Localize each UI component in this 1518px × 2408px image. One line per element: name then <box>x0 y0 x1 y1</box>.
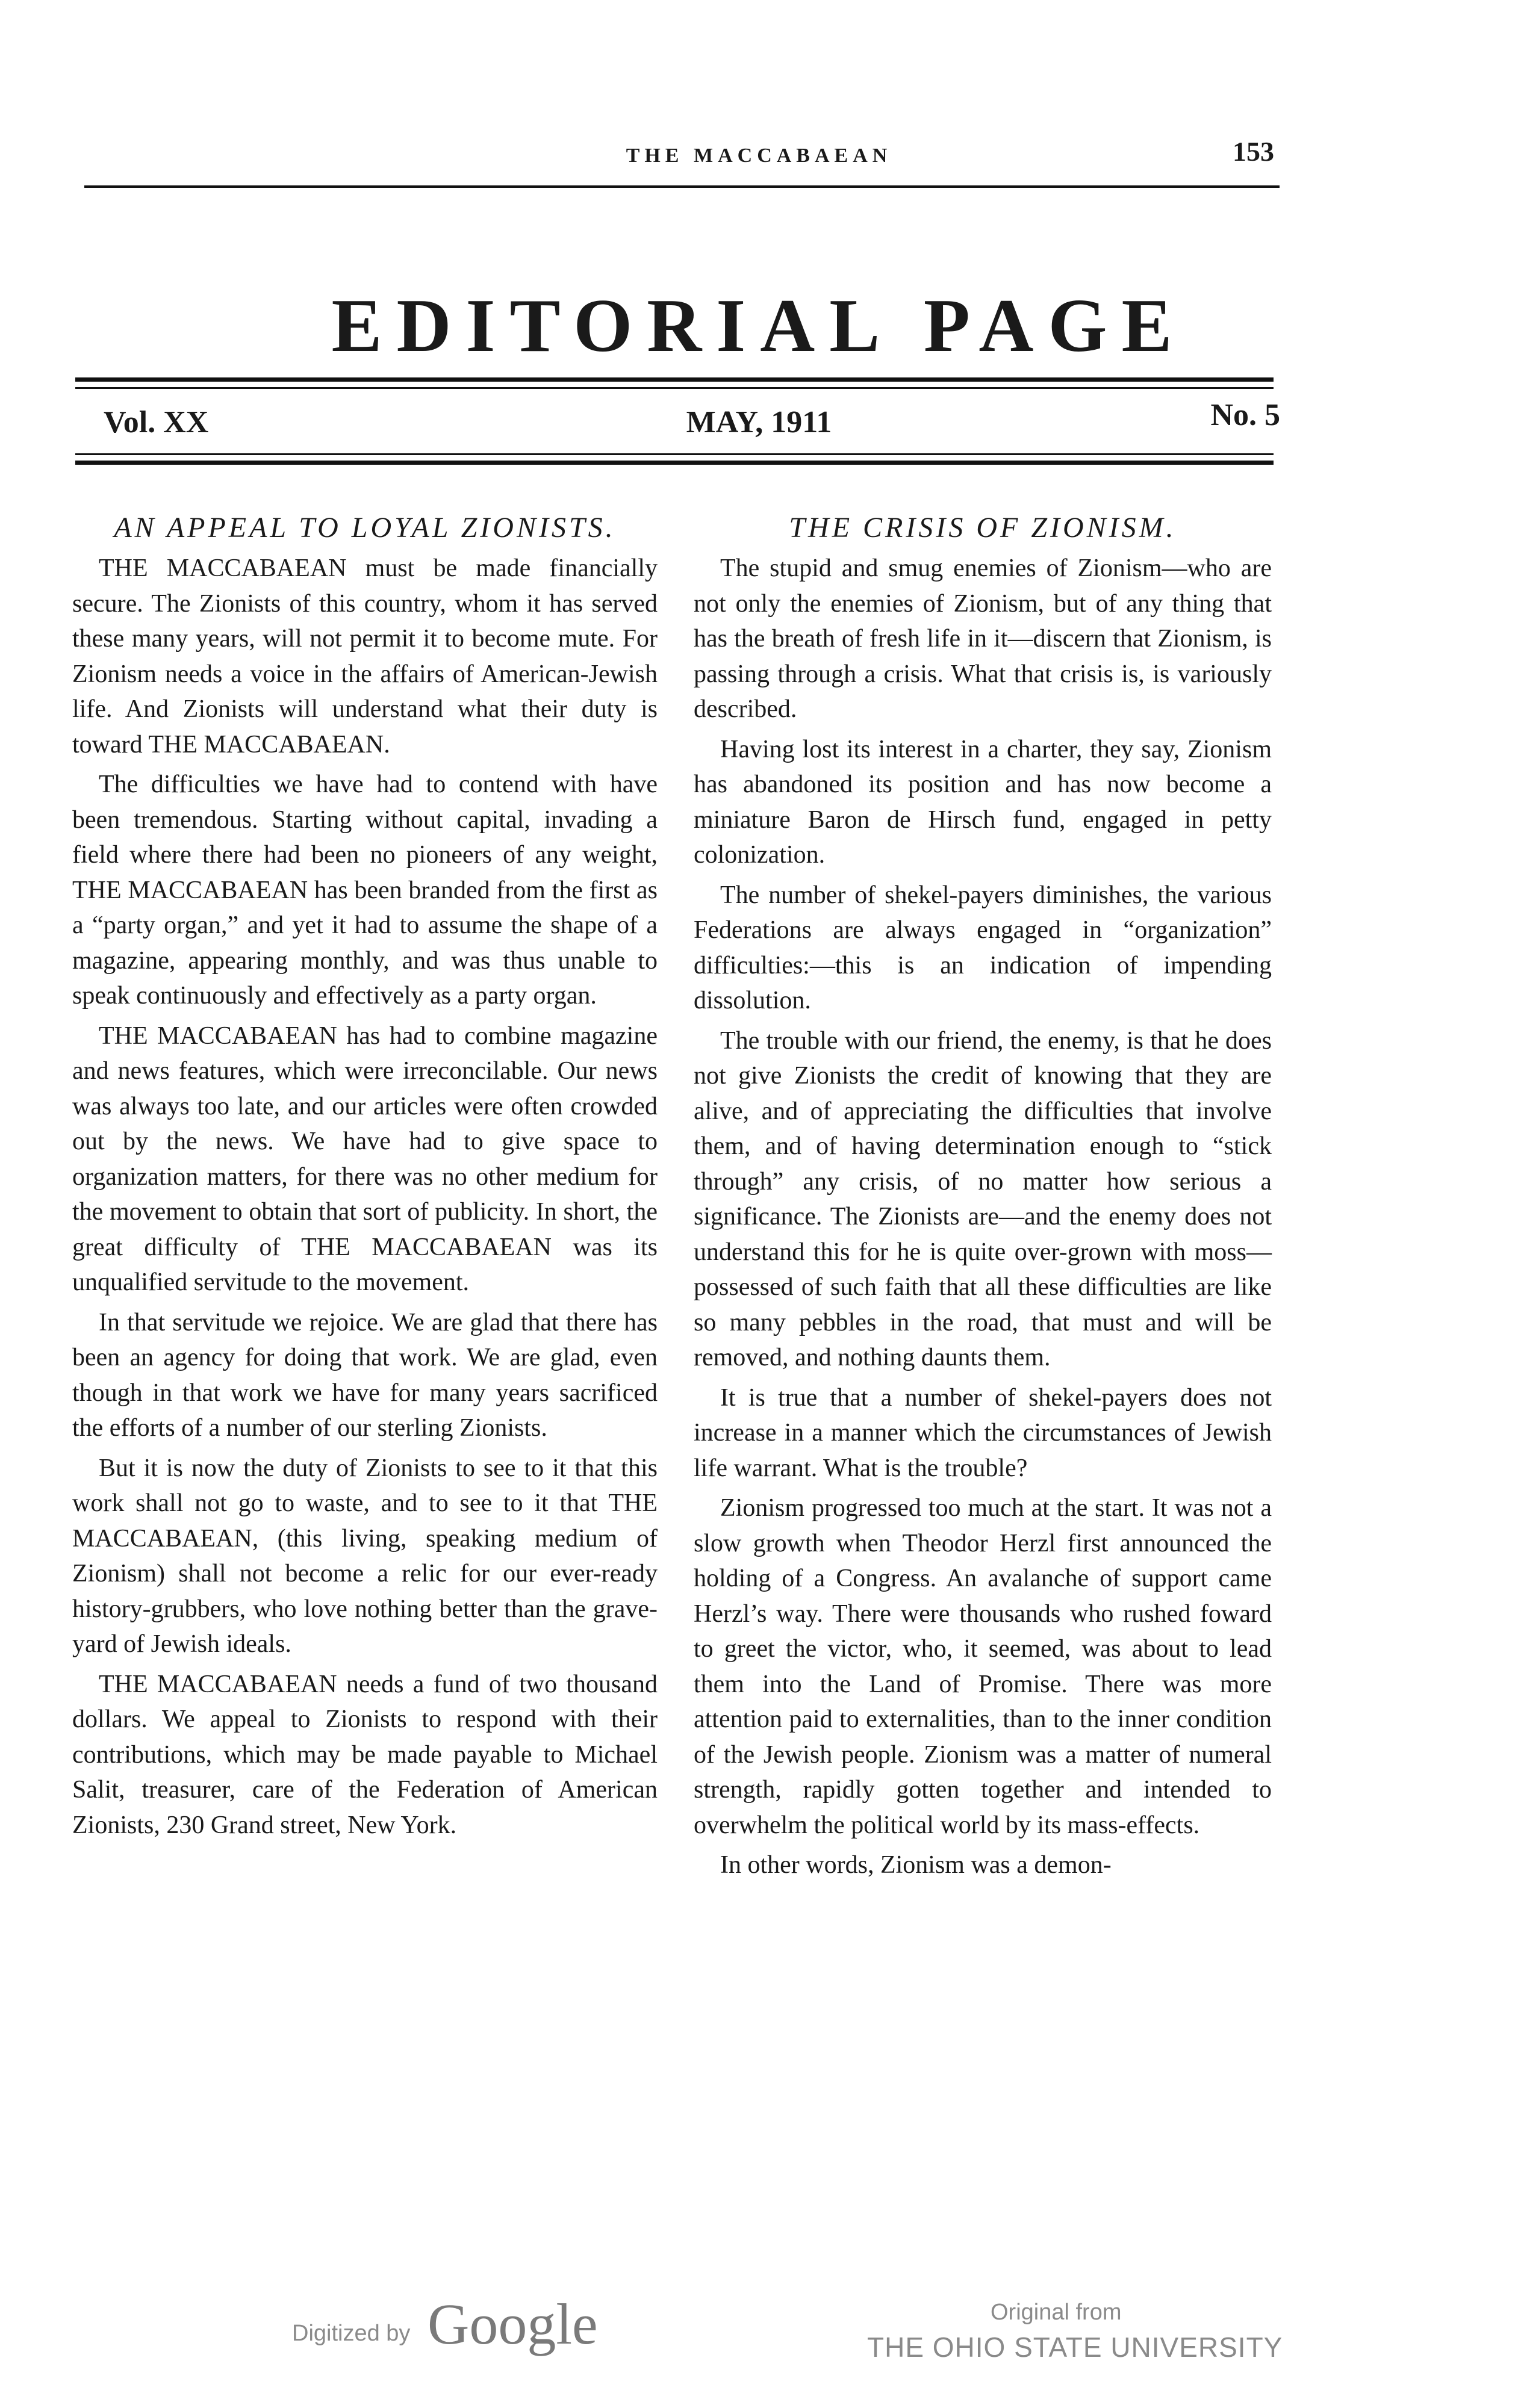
issue-number: No. 5 <box>1210 398 1280 432</box>
issue-date: MAY, 1911 <box>686 405 832 439</box>
right-paragraph: The trouble with our friend, the enemy, is that he does not give Zionists the credit of knowing that they are alive, and of appreciating the difficulties that involve them, and of having determination enough to “stick through” any crisis, of no matter how serious a significance. The Zionists are—and the enemy does not understand this for he is quite over-grown with moss—possessed of such faith that all these difficulties are like so many pebbles in the road, that must and will be removed, and nothing daunts them. <box>694 1026 1272 1371</box>
left-paragraph: But it is now the duty of Zionists to see to it that this work shall not go to waste, and to see to it that THE MACCABAEAN, (this living, speaking medium of Zionism) shall not become a relic for our ever-ready history-grubbers, who love nothing better than the grave-yard of Jewish ideals. <box>72 1454 658 1658</box>
right-paragraph: It is true that a number of shekel-payers does not increase in a manner which the circumstances of Jewish life warrant. What is the trouble? <box>694 1383 1272 1482</box>
left-paragraph: THE MACCABAEAN has had to combine magazine and news features, which were irreconcilable. Our news was always too late, and our articles were often crowded out by the news. We have had to give space to organization matters, for there was no other medium for the movement to obtain that sort of publicity. In short, the great difficulty of THE MACCABAEAN was its unqualified servitude to the movement. <box>72 1022 658 1296</box>
left-paragraph: The difficulties we have had to contend with have been tremendous. Starting without capital, invading a field where there had been no pioneers of any weight, THE MACCABAEAN has been branded from the first as a “party organ,” and yet it had to assume the shape of a magazine, appearing monthly, and was thus unable to speak continuously and effectively as a party organ. <box>72 771 658 1010</box>
page-title: EDITORIAL PAGE <box>331 284 1187 368</box>
digitized-by-label: Digitized by <box>292 2321 411 2346</box>
masthead-rule-top-1 <box>75 377 1274 382</box>
right-article-heading: THE CRISIS OF ZIONISM. <box>789 512 1177 544</box>
left-column <box>72 509 658 1843</box>
right-paragraph: The stupid and smug enemies of Zionism—who are not only the enemies of Zionism, but of any thing that has the breath of fresh life in it—discern that Zionism, is passing through a crisis. What that crisis is, is variously described. <box>694 554 1272 723</box>
left-article-heading: AN APPEAL TO LOYAL ZIONISTS. <box>114 512 616 544</box>
volume-label: Vol. XX <box>104 405 209 439</box>
page-number: 153 <box>1233 136 1274 167</box>
original-from-label: Original from <box>991 2300 1122 2325</box>
masthead-rule-bottom-2 <box>75 461 1274 465</box>
masthead-rule-bottom-1 <box>75 453 1274 455</box>
masthead-rule-top-2 <box>75 387 1274 389</box>
institution-label: THE OHIO STATE UNIVERSITY <box>867 2332 1283 2363</box>
right-paragraph: Zionism progressed too much at the start. It was not a slow growth when Theodor Herzl first announced the holding of a Congress. An avalanche of support came Herzl’s way. There were thousands who rushed foward to greet the victor, who, it seemed, was about to lead them into the Land of Promise. There was more attention paid to externalities, than to the inner condition of the Jewish people. Zionism was a matter of numeral strength, rapidly gotten together and intended to overwhelm the political world by its mass-effects. <box>694 1494 1272 1839</box>
google-logo: Google <box>428 2292 598 2356</box>
right-paragraph: Having lost its interest in a charter, they say, Zionism has abandoned its position and has now become a miniature Baron de Hirsch fund, engaged in petty colonization. <box>694 735 1272 869</box>
right-column <box>694 509 1272 1883</box>
header-rule <box>84 185 1280 188</box>
left-paragraph: THE MACCABAEAN must be made financially secure. The Zionists of this country, whom it has served these many years, will not permit it to become mute. For Zionism needs a voice in the affairs of American-Jewish life. And Zionists will understand what their duty is toward THE MACCABAEAN. <box>72 554 658 759</box>
left-paragraph: THE MACCABAEAN needs a fund of two thousand dollars. We appeal to Zionists to respond with their contributions, which may be made payable to Michael Salit, treasurer, care of the Federation of American Zionists, 230 Grand street, New York. <box>72 1670 658 1839</box>
right-paragraph: In other words, Zionism was a demon- <box>720 1851 1112 1879</box>
right-paragraph: The number of shekel-payers diminishes, the various Federations are always engaged in “organization” difficulties:—this is an indication of impending dissolution. <box>694 881 1272 1014</box>
left-paragraph: In that servitude we rejoice. We are glad that there has been an agency for doing that work. We are glad, even though in that work we have for many years sacrificed the efforts of a number of our sterling Zionists. <box>72 1308 658 1442</box>
running-header: THE MACCABAEAN <box>626 144 892 167</box>
